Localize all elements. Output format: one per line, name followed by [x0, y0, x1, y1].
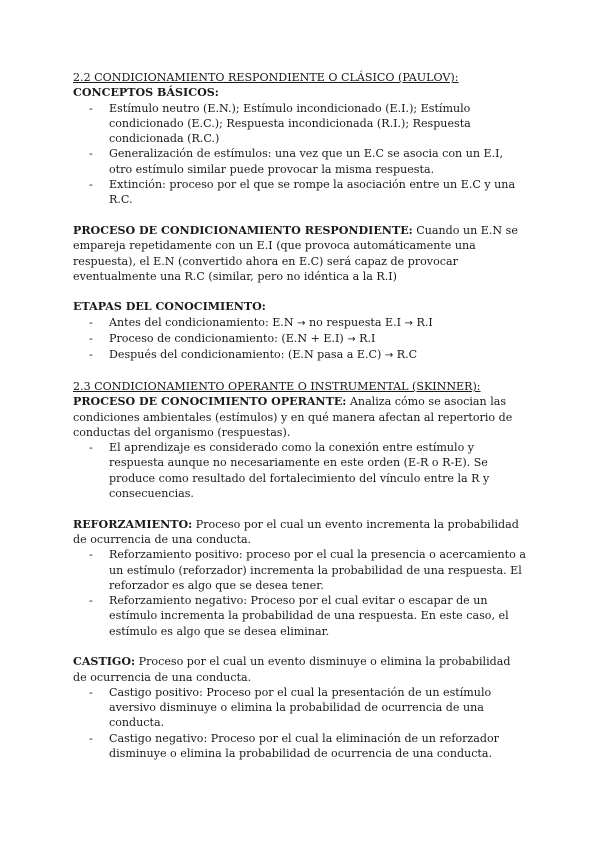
list-item [109, 315, 527, 331]
document-page [73, 70, 527, 761]
reinforcement-paragraph [73, 517, 527, 548]
operant-process-label: PROCESO DE CONOCIMIENTO OPERANTE: [73, 395, 347, 409]
arrow-icon: → [384, 350, 394, 362]
list-item: - Castigo positivo: Proceso por el cual la presentación de un estímulo aversivo disminuye o elimina la probabilidad de ocurrencia de una conducta. [109, 685, 527, 731]
respondent-process-text: Cuando un E.N se empareja repetidamente con un E.I (que provoca automáticamente una respuesta), el E.N (convertido ahora en E.C) será capaz de provocar eventualmente una R.C (similar, pero no idéntica a la R.I) [73, 223, 518, 283]
list-item: - Reforzamiento negativo: Proceso por el cual evitar o escapar de un estímulo incrementa la probabilidad de una respuesta. En este caso, el estímulo es algo que se desea eliminar. [109, 593, 527, 639]
stage-text: Antes del condicionamiento: E.N [109, 315, 294, 329]
section-2-3-title: 2.3 CONDICIONAMIENTO OPERANTE O INSTRUMENTAL (SKINNER): [73, 379, 481, 393]
punishment-paragraph [73, 654, 527, 685]
reinforcement-text: Proceso por el cual un evento incrementa la probabilidad de ocurrencia de una conducta. [73, 517, 519, 546]
list-item: - Extinción: proceso por el que se rompe la asociación entre un E.C y una R.C. [109, 177, 527, 208]
list-item [109, 347, 527, 363]
list-item: - Generalización de estímulos: una vez que un E.C se asocia con un E.I, otro estímulo similar puede provocar la misma respuesta. [109, 146, 527, 177]
stage-text: no respuesta E.I [305, 315, 405, 329]
arrow-icon: → [297, 317, 306, 329]
operant-process-text: Analiza cómo se asocian las condiciones ambientales (estímulos) y en qué manera afectan al repertorio de conductas del organismo (respuestas). [73, 395, 513, 439]
operant-process-paragraph [73, 394, 527, 440]
stage-text: R.C [393, 348, 418, 362]
list-item: - El aprendizaje es considerado como la conexión entre estímulo y respuesta aunque no necesariamente en este orden (E-R o R-E). Se produce como resultado del fortalecimiento del vínculo entre la R y consecuencias. [109, 440, 527, 501]
stage-text: R.I [412, 315, 433, 329]
arrow-icon: → [404, 317, 413, 329]
arrow-icon: → [347, 334, 356, 346]
list-item: - Estímulo neutro (E.N.); Estímulo incondicionado (E.I.); Estímulo condicionado (E.C.); Respuesta incondicionada (R.I.); Respuesta condicionada (R.C.) [109, 101, 527, 147]
stages-heading: ETAPAS DEL CONOCIMIENTO: [73, 300, 266, 314]
list-item: - Castigo negativo: Proceso por el cual la eliminación de un reforzador disminuye o elimina la probabilidad de ocurrencia de una conducta. [109, 731, 527, 762]
stage-text: R.I [355, 332, 376, 346]
punishment-list [73, 685, 527, 761]
stages-list [73, 315, 527, 364]
punishment-label: CASTIGO: [73, 655, 136, 669]
concepts-heading: CONCEPTOS BÁSICOS: [73, 86, 219, 100]
punishment-text: Proceso por el cual un evento disminuye o elimina la probabilidad de ocurrencia de una conducta. [73, 655, 511, 684]
operant-process-list [73, 440, 527, 501]
reinforcement-label: REFORZAMIENTO: [73, 517, 193, 531]
respondent-process-paragraph [73, 223, 527, 284]
list-item: - Reforzamiento positivo: proceso por el cual la presencia o acercamiento a un estímulo (reforzador) incrementa la probabilidad de una respuesta. El reforzador es algo que se desea tener. [109, 547, 527, 593]
respondent-process-label: PROCESO DE CONDICIONAMIENTO RESPONDIENTE: [73, 223, 413, 237]
reinforcement-list [73, 547, 527, 639]
list-item [109, 331, 527, 347]
section-2-2-title: 2.2 CONDICIONAMIENTO RESPONDIENTE O CLÁSICO (PAULOV): [73, 71, 459, 84]
concepts-list [73, 101, 527, 208]
stage-text: Proceso de condicionamiento: (E.N + E.I) [109, 332, 348, 346]
stage-text: Después del condicionamiento: (E.N pasa a E.C) [109, 348, 385, 362]
